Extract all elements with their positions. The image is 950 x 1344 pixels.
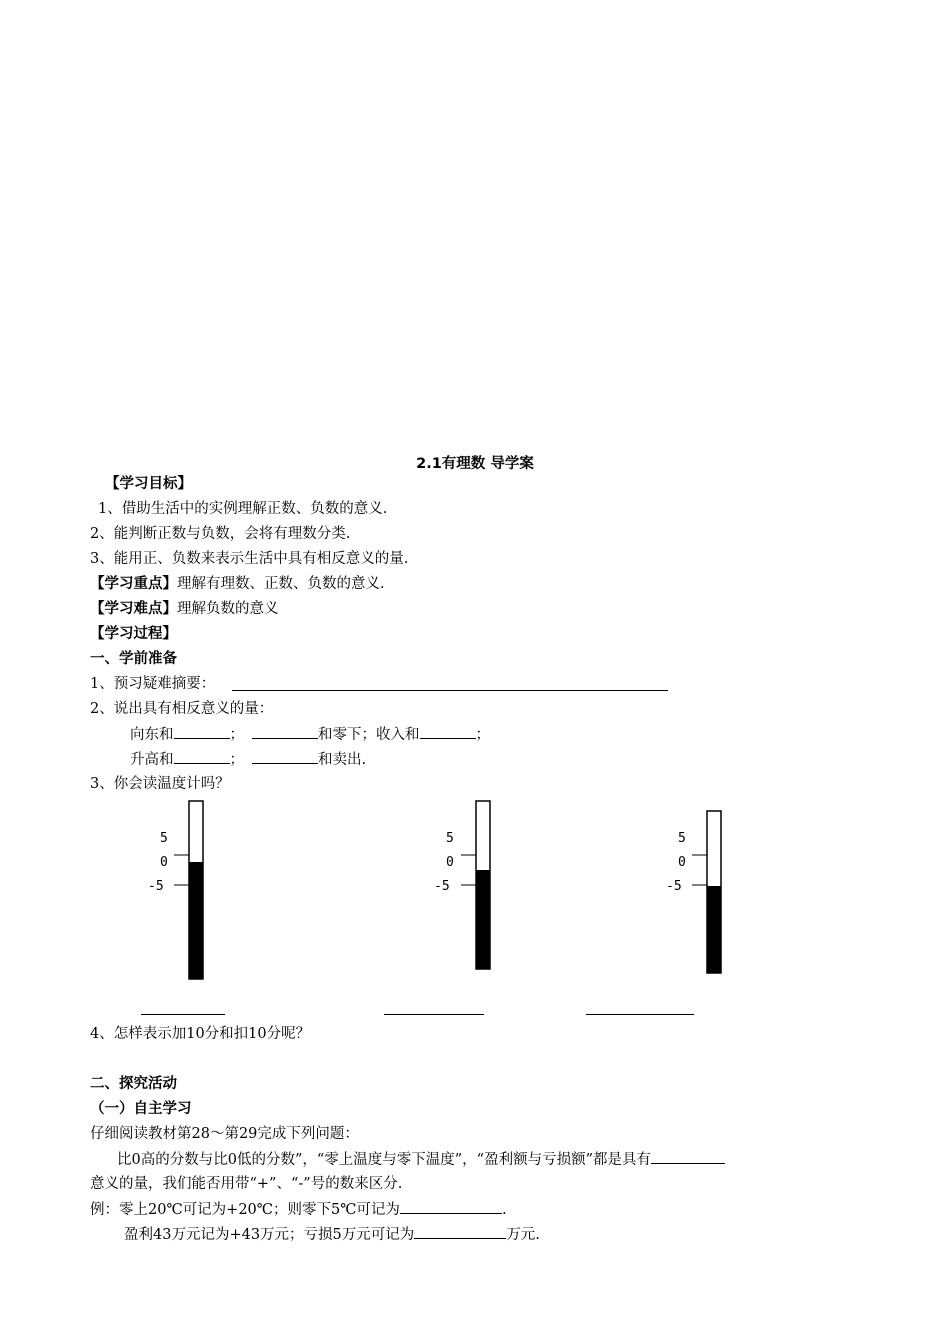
blank-rise-opposite[interactable] [174,749,230,764]
blank-above-zero[interactable] [252,724,318,739]
reading-instruction: 仔细阅读教材第28～第29完成下列问题： [90,1126,359,1142]
thermometer-2-answer-line[interactable] [384,1014,484,1015]
q2-row2-b: ； [229,752,244,768]
section1-header: 一、学前准备 [90,651,177,667]
objective-2: 2、能判断正数与负数，会将有理数分类. [90,526,351,542]
page-title: 2.1有理数 导学案 [416,456,534,472]
thermometer-3-label-5: 5 [678,831,686,846]
question-2: 2、说出具有相反意义的量： [90,701,274,717]
paragraph-opposite-text: 比0高的分数与比0低的分数”，“零上温度与零下温度”，“盈利额与亏损额”都是具有 [117,1152,652,1168]
thermometer-1-label-0: 0 [160,855,168,870]
paragraph-opposite-quantities [117,1149,725,1170]
example-temperature [90,1199,507,1220]
thermometer-1-answer-line[interactable] [141,1014,225,1015]
q2-row-2 [130,749,366,770]
difficulty-text: 理解负数的意义 [177,601,279,617]
objective-1: 1、借助生活中的实例理解正数、负数的意义. [98,501,388,517]
thermometer-3-label-minus5: -5 [666,879,682,894]
thermometer-3-answer-line[interactable] [586,1014,694,1015]
objectives-header: 【学习目标】 [105,476,192,492]
example-temperature-text: 例：零上20℃可记为+20℃；则零下5℃可记为 [90,1202,400,1218]
difficulty [90,599,279,619]
section2-header: 二、探究活动 [90,1076,177,1092]
blank-buy[interactable] [252,749,318,764]
paragraph-sign-distinguish: 意义的量，我们能否用带“+”、“-”号的数来区分. [90,1176,403,1192]
q2-row1-d: ； [475,727,490,743]
thermometer-1-label-5: 5 [160,831,168,846]
objective-3: 3、能用正、负数来表示生活中具有相反意义的量. [90,551,409,567]
example-temperature-end: . [501,1202,507,1218]
answer-line-q1[interactable] [232,690,668,691]
thermometer-3-mercury [707,886,721,973]
q2-row1-a: 向东和 [130,727,174,743]
blank-opposite-meaning[interactable] [651,1149,725,1164]
thermometer-3 [658,798,738,983]
thermometer-2-label-5: 5 [446,831,454,846]
thermometer-1-mercury [189,862,203,979]
example-profit-text: 盈利43万元记为+43万元；亏损5万元可记为 [124,1227,415,1243]
example-profit [124,1224,540,1245]
thermometer-2-label-0: 0 [446,855,454,870]
example-profit-end: 万元. [506,1227,540,1243]
thermometer-3-label-0: 0 [678,855,686,870]
thermometer-2-mercury [476,870,490,969]
thermometer-2-label-minus5: -5 [434,879,450,894]
q2-row2-a: 升高和 [130,752,174,768]
q2-row-1 [130,724,490,745]
process-header: 【学习过程】 [90,626,177,642]
key-point [90,574,385,594]
key-point-text: 理解有理数、正数、负数的意义. [177,576,385,592]
section2-subheader: （一）自主学习 [90,1101,192,1117]
thermometer-1 [140,798,220,983]
blank-east-opposite[interactable] [174,724,230,739]
key-point-label: 【学习重点】 [90,576,177,592]
thermometer-1-label-minus5: -5 [148,879,164,894]
blank-loss-amount[interactable] [414,1224,506,1239]
q2-row1-c: 和零下；收入和 [318,727,420,743]
q2-row1-b: ； [229,727,244,743]
question-3: 3、你会读温度计吗？ [90,776,230,792]
thermometer-2 [426,798,506,983]
question-4: 4、怎样表示加10分和扣10分呢？ [90,1026,311,1042]
blank-income-opposite[interactable] [420,724,476,739]
blank-minus5-temperature[interactable] [400,1199,502,1214]
q2-row2-c: 和卖出. [318,752,367,768]
question-1: 1、预习疑难摘要： [90,676,216,692]
difficulty-label: 【学习难点】 [90,601,177,617]
